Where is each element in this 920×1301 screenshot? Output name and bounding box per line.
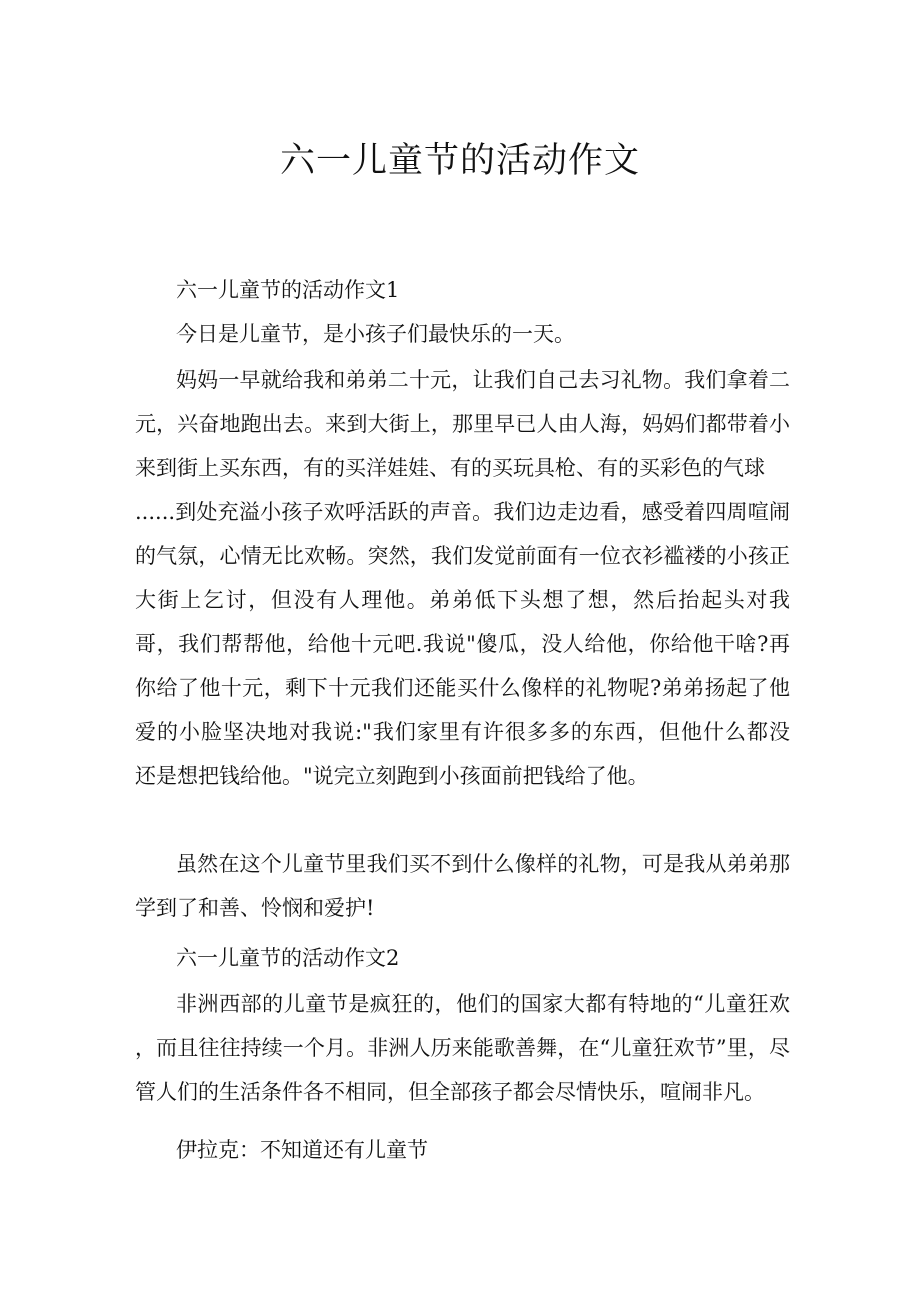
text-line: 还是想把钱给他。"说完立刻跑到小孩面前把钱给了他。 — [135, 764, 649, 788]
section-heading-2 — [135, 936, 790, 980]
text-line: 学到了和善、怜悯和爱护! — [135, 896, 375, 920]
paragraph-reflection — [135, 842, 790, 930]
text-line: ，而且往往持续一个月。非洲人历来能歌善舞，在“儿童狂欢节”里，尽 — [135, 1036, 790, 1060]
text-line: 虽然在这个儿童节里我们买不到什么像样的礼物，可是我从弟弟那 — [176, 852, 790, 876]
text-line: 元，兴奋地跑出去。来到大街上，那里早已人由人海，妈妈们都带着小 — [135, 412, 790, 436]
text-line: 哥，我们帮帮他，给他十元吧.我说"傻瓜，没人给他，你给他干啥?再 — [135, 632, 790, 656]
text-line: 来到街上买东西，有的买洋娃娃、有的买玩具枪、有的买彩色的气球 — [135, 456, 765, 480]
text-line: 六一儿童节的活动作文1 — [176, 278, 400, 302]
paragraph-africa — [135, 982, 790, 1114]
text-line: 伊拉克：不知道还有儿童节 — [176, 1138, 428, 1162]
text-line: 你给了他十元，剩下十元我们还能买什么像样的礼物呢?弟弟扬起了他 — [135, 676, 790, 700]
text-line: 的气氛，心情无比欢畅。突然，我们发觉前面有一位衣衫褴褛的小孩正 — [135, 544, 790, 568]
text-line: ......到处充溢小孩子欢呼活跃的声音。我们边走边看，感受着四周喧闹 — [135, 500, 790, 524]
paragraph-story — [135, 358, 790, 798]
paragraph-iraq — [135, 1128, 790, 1172]
paragraph-intro — [135, 312, 790, 356]
text-line: 大街上乞讨，但没有人理他。弟弟低下头想了想，然后抬起头对我 — [135, 588, 790, 612]
text-line: 六一儿童节的活动作文2 — [176, 946, 400, 970]
text-line: 管人们的生活条件各不相同，但全部孩子都会尽情快乐，喧闹非凡。 — [135, 1080, 765, 1104]
text-line: 非洲西部的儿童节是疯狂的，他们的国家大都有特地的“儿童狂欢 — [176, 992, 790, 1016]
document-title: 六一儿童节的活动作文 — [279, 141, 640, 181]
section-heading-1 — [135, 268, 790, 312]
text-line: 妈妈一早就给我和弟弟二十元，让我们自己去习礼物。我们拿着二 — [176, 368, 790, 392]
text-line: 今日是儿童节，是小孩子们最快乐的一天。 — [176, 322, 575, 346]
text-line: 爱的小脸坚决地对我说:"我们家里有许很多多的东西，但他什么都没 — [135, 720, 790, 744]
